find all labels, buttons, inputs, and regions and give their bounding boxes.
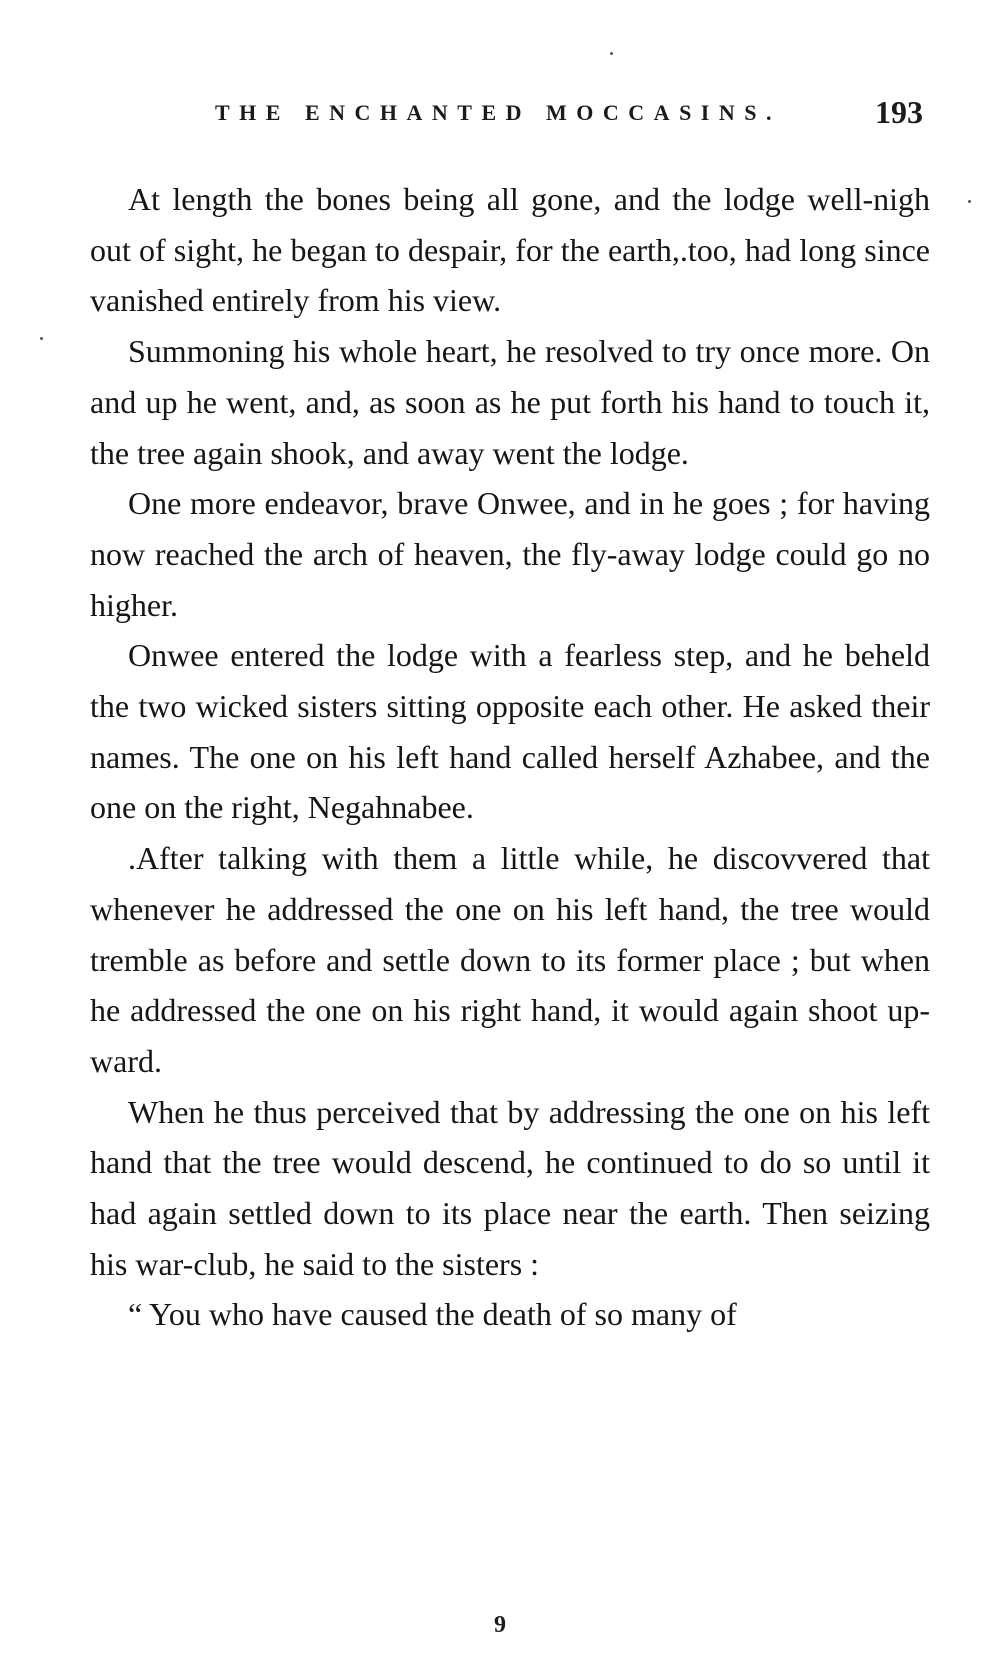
page-number: 193 — [875, 94, 923, 130]
paper-speck — [40, 337, 43, 340]
paragraph: “ You who have caused the death of so many of — [128, 1296, 737, 1333]
paragraph: When he thus perceived that by addressing the one on his left hand that the tree would descend, he continued to do so until it had again settled down to its place near the earth. Then seizing his war-club, he said to the sisters : — [90, 1093, 930, 1282]
paper-speck — [610, 52, 613, 55]
paragraph: One more endeavor, brave Onwee, and in he goes ; for having now reached the arch of heaven, the fly-away lodge could go no higher. — [90, 485, 930, 623]
paragraph: .After talking with them a little while, he discovvered that whenever he addressed the one on his left hand, the tree would tremble as before and settle down to its former place ; but when he addressed the one on his right hand, it would again shoot upward. — [90, 840, 930, 1079]
running-title: THE ENCHANTED MOCCASINS. — [215, 100, 781, 125]
signature-mark: 9 — [494, 1612, 506, 1638]
paragraph: Summoning his whole heart, he resolved to try once more. On and up he went, and, as soon as he put forth his hand to touch it, the tree again shook, and away went the lodge. — [90, 333, 930, 471]
paper-speck — [968, 200, 971, 203]
body-text — [90, 174, 930, 1340]
paragraph: At length the bones being all gone, and the lodge well-nigh out of sight, he began to despair, for the earth,.too, had long since vanished entirely from his view. — [90, 181, 930, 319]
paragraph: Onwee entered the lodge with a fearless step, and he beheld the two wicked sisters sitting opposite each other. He asked their names. The one on his left hand called herself Azhabee, and the one on the right, Negahnabee. — [90, 637, 930, 826]
